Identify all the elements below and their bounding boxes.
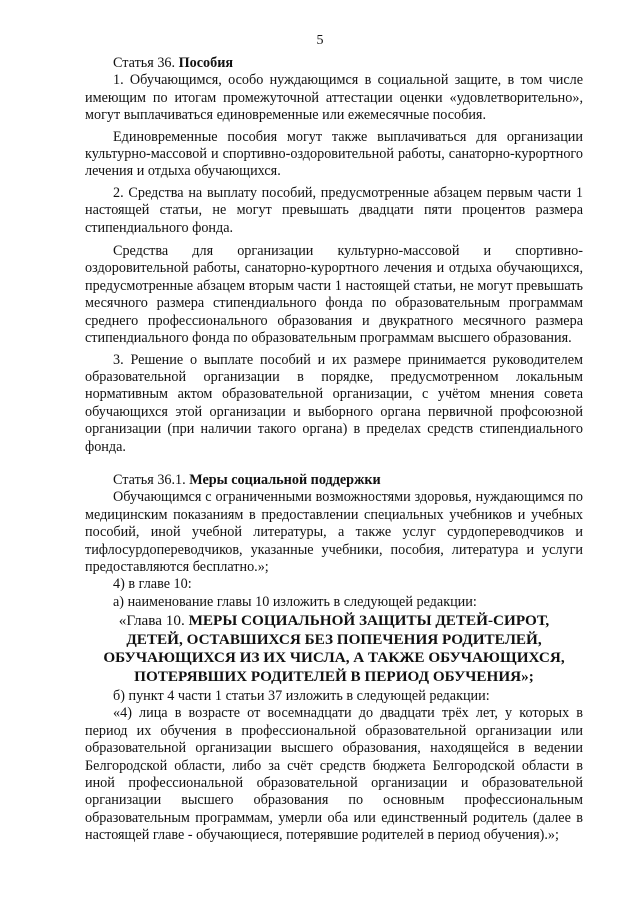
article-36-paragraph-5: 3. Решение о выплате пособий и их размере принимается руководителем образовательной организации в порядке, предусмотренном локальным нормативным актом образовательной организации, с учётом мнения совета обучающихся этой организации и выборного органа первичной профсоюзной организации (при наличии такого органа) в пределах средств стипендиального фонда. [85, 351, 583, 455]
chapter-10-title-line-1: «Глава 10. МЕРЫ СОЦИАЛЬНОЙ ЗАЩИТЫ ДЕТЕЙ-СИРОТ, [118, 612, 550, 629]
article-36-1 [85, 472, 583, 611]
amendment-item-4b: б) пункт 4 части 1 статьи 37 изложить в следующей редакции: [113, 688, 490, 704]
chapter-10-title-line-3: ОБУЧАЮЩИХСЯ ИЗ ИХ ЧИСЛА, А ТАКЖЕ ОБУЧАЮЩИХСЯ, [103, 649, 565, 667]
chapter-10-lead: «Глава 10. [118, 612, 185, 629]
article-36-1-label: Статья 36.1. [113, 472, 186, 488]
chapter-10-title-line-2: ДЕТЕЙ, ОСТАВШИХСЯ БЕЗ ПОПЕЧЕНИЯ РОДИТЕЛЕЙ, [126, 630, 542, 648]
chapter-10-title [85, 612, 583, 686]
chapter-10-title-line-4: ПОТЕРЯВШИХ РОДИТЕЛЕЙ В ПЕРИОД ОБУЧЕНИЯ»; [134, 667, 534, 685]
article-36-paragraph-2: Единовременные пособия могут также выплачиваться для организации культурно-массовой и спортивно-оздоровительной работы, санаторно-курортного лечения и отдыха обучающихся. [85, 128, 583, 180]
article-36-title: Пособия [178, 55, 234, 71]
article-36-1-heading [85, 472, 583, 489]
article-36-1-paragraph-1: Обучающимся с ограниченными возможностями здоровья, нуждающимся по медицинским показаниям в предоставлении специальных учебников и учебных пособий, иной учебной литературы, а также услуг сурдопереводчиков и тифлосурдопереводчиков, указанные учебники, пособия, литература и услуги предоставляются бесплатно.»; [85, 489, 583, 576]
article-36-paragraph-4: Средства для организации культурно-массовой и спортивно-оздоровительной работы, санаторно-курортного лечения и отдыха обучающихся, предусмотренные абзацем вторым части 1 настоящей статьи, не могут превышать месячного размера стипендиального фонда по образовательным программам среднего профессионального образования и двукратного месячного размера стипендиального фонда по образовательным программам высшего образования. [85, 243, 583, 347]
page-number: 5 [316, 33, 324, 48]
article-36-1-title: Меры социальной поддержки [189, 472, 381, 488]
article-36-paragraph-3: 2. Средства на выплату пособий, предусмотренные абзацем первым части 1 настоящей статьи, не могут превышать двадцати пяти процентов размера стипендиального фонда. [85, 184, 583, 236]
article-36-paragraph-1: 1. Обучающимся, особо нуждающимся в социальной защите, в том числе имеющим по итогам промежуточной аттестации оценки «удовлетворительно», могут выплачиваться единовременные или ежемесячные пособия. [85, 72, 583, 124]
amendment-item-4: 4) в главе 10: [113, 576, 192, 593]
article-36-heading [85, 55, 583, 72]
article-36-label: Статья 36. [113, 55, 176, 71]
amendment-item-4b-block [85, 688, 583, 845]
article-36 [85, 55, 583, 456]
amendment-item-4b-text: «4) лица в возрасте от восемнадцати до двадцати трёх лет, у которых в период их обучения в профессиональной образовательной организации или образовательной организации высшего образования, находящейся в ведении Белгородской области, либо за счёт средств бюджета Белгородской области в иной профессиональной образовательной организации и образовательной организации высшего образования по основным профессиональным образовательным программам, умерли оба или единственный родитель (далее в настоящей главе - обучающиеся, потерявшие родителей в период обучения).»; [85, 705, 583, 844]
amendment-item-4a: а) наименование главы 10 изложить в следующей редакции: [113, 593, 477, 610]
